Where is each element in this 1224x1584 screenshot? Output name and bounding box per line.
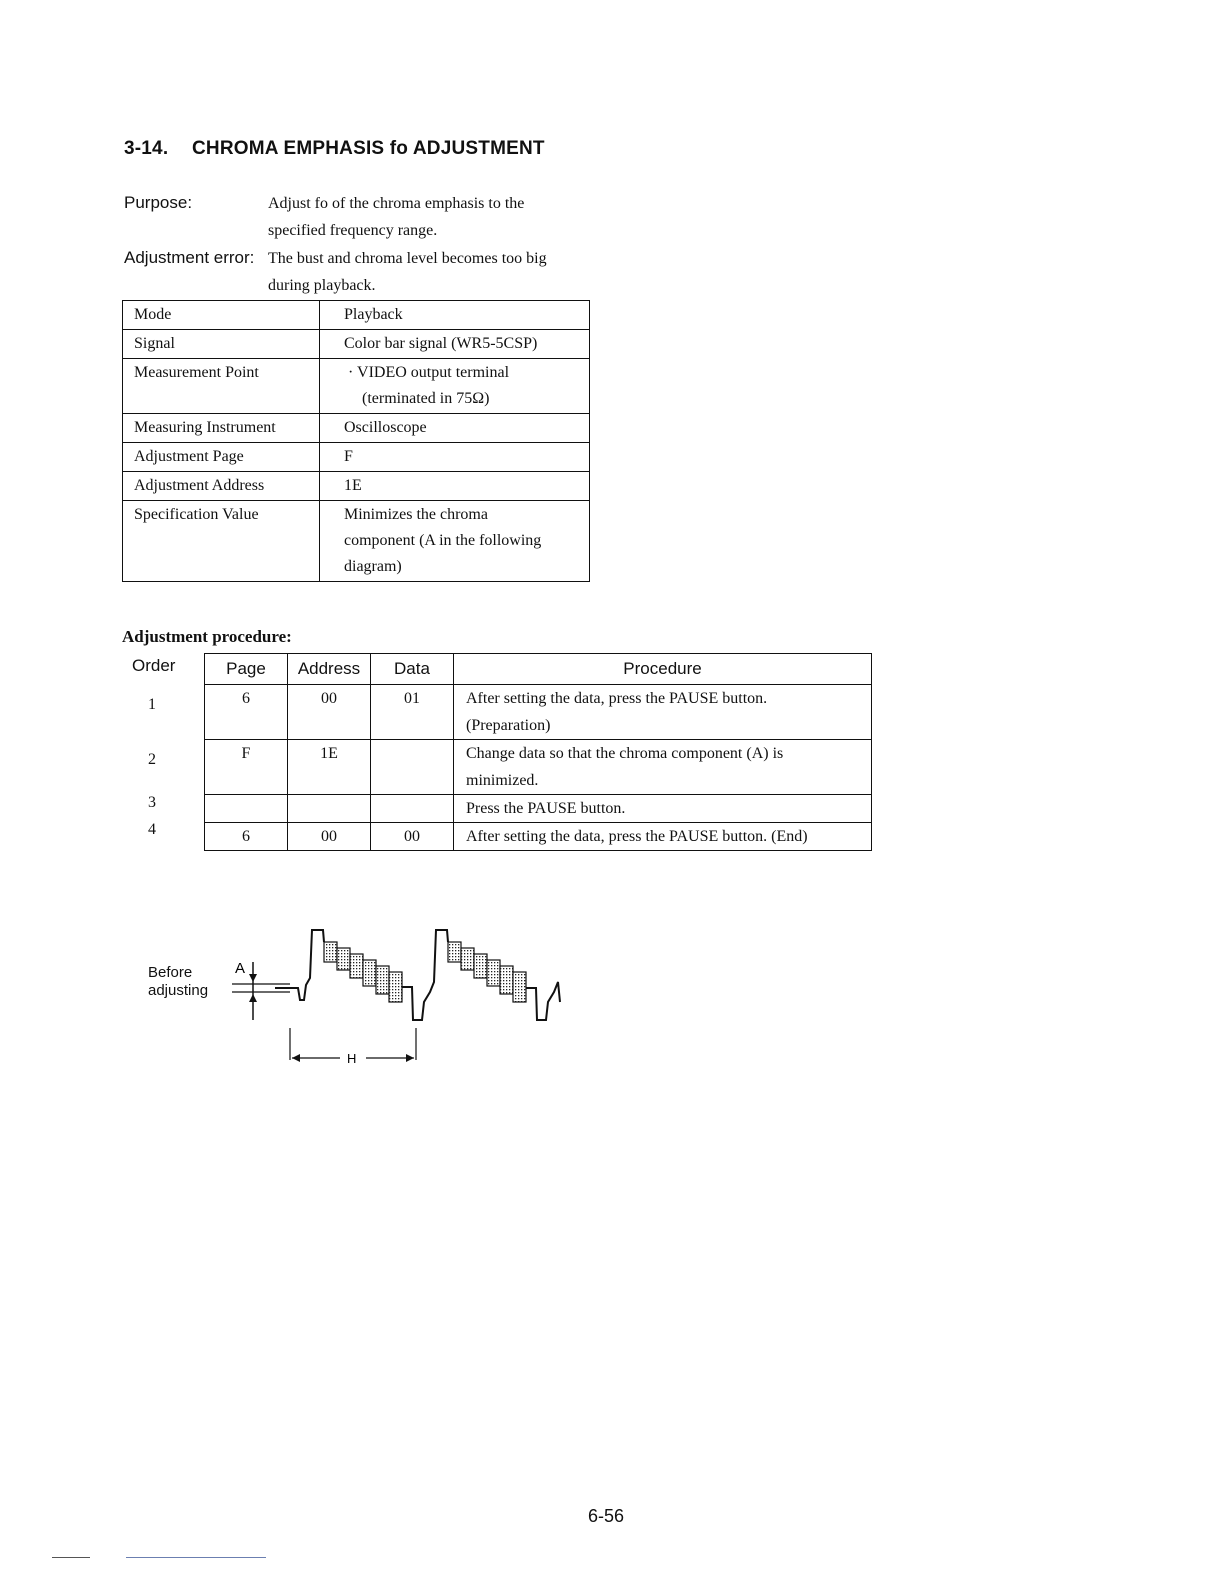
footer-rule-left (52, 1557, 90, 1558)
procedure-line: After setting the data, press the PAUSE button. (End) (466, 828, 808, 845)
spec-value-line: Playback (344, 306, 403, 323)
procedure-line: Change data so that the chroma component (A) is (466, 745, 784, 762)
marker-h (290, 1028, 416, 1066)
procedure-line: After setting the data, press the PAUSE button. (466, 690, 768, 707)
spec-key: Signal (123, 330, 320, 359)
purpose-line: specified frequency range. (268, 222, 438, 239)
data-cell (371, 740, 454, 795)
procedure-cell (454, 795, 872, 823)
specification-table (122, 300, 590, 582)
spec-key: Mode (123, 301, 320, 330)
page-cell: F (205, 740, 288, 795)
procedure-line: minimized. (466, 772, 539, 789)
page-column-header: Page (205, 654, 288, 685)
adjustment-error-line: during playback. (268, 277, 376, 294)
spec-value (320, 301, 590, 330)
address-column-header: Address (288, 654, 371, 685)
page-cell (205, 795, 288, 823)
spec-row-signal (123, 330, 590, 359)
section-title (124, 138, 545, 160)
spec-row-adjustment-address (123, 472, 590, 501)
spec-value-line: 1E (344, 477, 362, 494)
spec-value-line: Minimizes the chroma (344, 506, 488, 523)
spec-value-line: Oscilloscope (344, 419, 427, 436)
marker-a (232, 960, 290, 1020)
spec-value (320, 414, 590, 443)
spec-value-line: component (A in the following (344, 532, 542, 549)
spec-value (320, 501, 590, 582)
section-heading: CHROMA EMPHASIS fo ADJUSTMENT (192, 138, 545, 159)
spec-key: Measurement Point (123, 359, 320, 414)
adjustment-error-label: Adjustment error: (124, 248, 255, 267)
order-number: 4 (148, 821, 156, 838)
diagram-label-line: Before (148, 964, 193, 981)
marker-a-label: A (235, 960, 246, 977)
footer-rule-right (126, 1557, 266, 1558)
data-cell (371, 795, 454, 823)
spec-row-measuring-instrument (123, 414, 590, 443)
procedure-cell (454, 823, 872, 851)
data-cell: 01 (371, 685, 454, 740)
purpose-label: Purpose: (124, 193, 193, 212)
adjustment-error-text (268, 245, 547, 299)
waveform-diagram (140, 920, 580, 1080)
spec-value-line: diagram) (344, 558, 402, 575)
section-number: 3-14. (124, 138, 169, 159)
adjustment-error-line: The bust and chroma level becomes too big (268, 250, 547, 267)
spec-key: Measuring Instrument (123, 414, 320, 443)
address-cell (288, 795, 371, 823)
spec-key: Specification Value (123, 501, 320, 582)
spec-row-specification-value (123, 501, 590, 582)
spec-value (320, 330, 590, 359)
diagram-label-line: adjusting (148, 982, 209, 999)
spec-value-line: F (344, 448, 353, 465)
procedure-row (205, 740, 872, 795)
order-number: 1 (148, 696, 156, 713)
order-number: 2 (148, 751, 156, 768)
procedure-row (205, 823, 872, 851)
page-number: 6-56 (588, 1506, 625, 1526)
procedure-cell (454, 685, 872, 740)
spec-value-line: · VIDEO output terminal (348, 364, 510, 381)
waveform-cycle-1 (275, 930, 448, 1020)
order-number: 3 (148, 794, 156, 811)
marker-h-label: H (347, 1051, 357, 1066)
procedure-column-header: Procedure (454, 654, 872, 685)
order-column-header: Order (132, 656, 176, 675)
procedure-line: Press the PAUSE button. (466, 800, 626, 817)
purpose-text (268, 190, 524, 244)
data-cell: 00 (371, 823, 454, 851)
spec-row-adjustment-page (123, 443, 590, 472)
page-cell: 6 (205, 823, 288, 851)
spec-key: Adjustment Address (123, 472, 320, 501)
procedure-heading: Adjustment procedure: (122, 627, 292, 646)
spec-value-line: Color bar signal (WR5-5CSP) (344, 335, 538, 352)
address-cell: 1E (288, 740, 371, 795)
spec-row-measurement-point (123, 359, 590, 414)
procedure-line: (Preparation) (466, 717, 551, 734)
purpose-line: Adjust fo of the chroma emphasis to the (268, 195, 525, 212)
spec-value (320, 359, 590, 414)
spec-key: Adjustment Page (123, 443, 320, 472)
procedure-cell (454, 740, 872, 795)
waveform-cycle-2 (448, 942, 560, 1020)
procedure-row (205, 795, 872, 823)
spec-value-line: (terminated in 75Ω) (362, 390, 490, 407)
spec-value (320, 472, 590, 501)
spec-row-mode (123, 301, 590, 330)
procedure-row (205, 685, 872, 740)
page-cell: 6 (205, 685, 288, 740)
procedure-table (204, 653, 872, 851)
data-column-header: Data (371, 654, 454, 685)
address-cell: 00 (288, 823, 371, 851)
address-cell: 00 (288, 685, 371, 740)
spec-value (320, 443, 590, 472)
procedure-header-row (205, 654, 872, 685)
